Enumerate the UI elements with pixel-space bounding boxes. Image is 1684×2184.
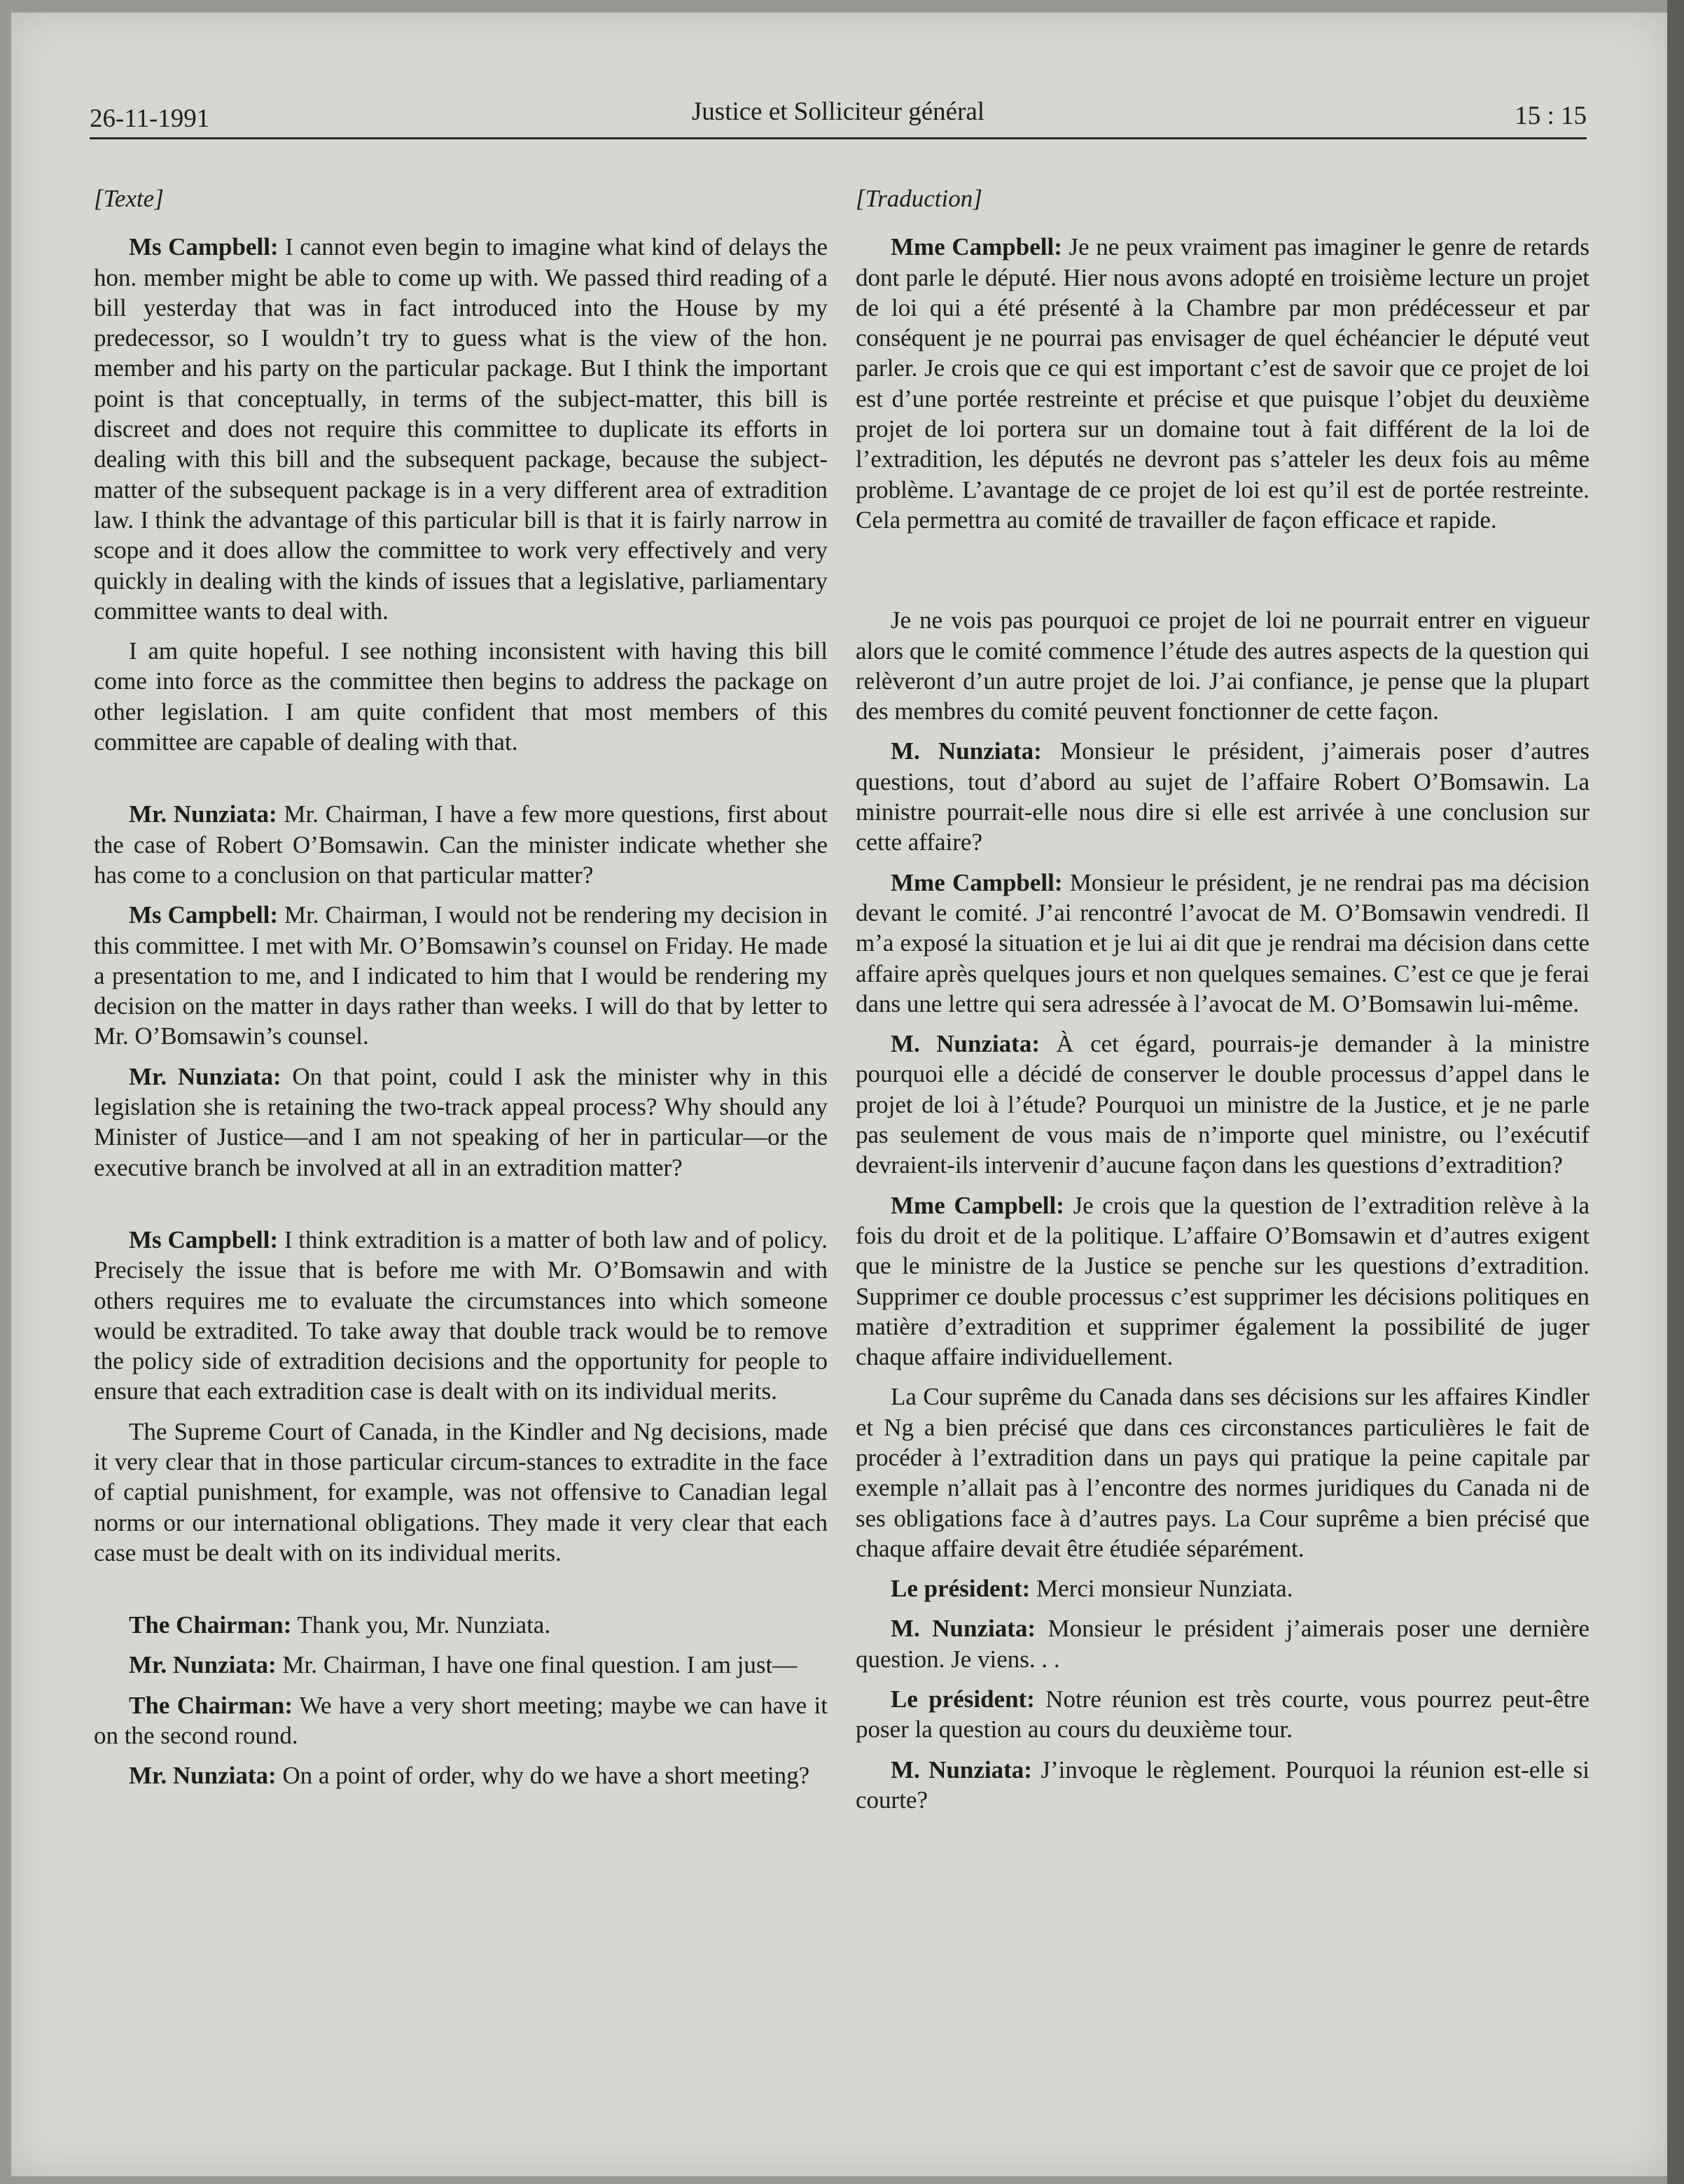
speech-text: Monsieur le président, j’aimerais poser d’autres questions, tout d’abord au sujet de l’affaire Robert O’Bomsawin. La ministre pourrait-elle nous dire si elle est arrivée à une conclusion sur cette affaire? xyxy=(856,737,1589,856)
paragraph xyxy=(94,1062,828,1183)
paragraph xyxy=(94,232,828,626)
paragraph: I am quite hopeful. I see nothing inconsistent with having this bill come into force as the committee then begins to address the package on other legislation. I am quite confident that most members of this committee are capable of dealing with that. xyxy=(94,637,828,756)
speaker-name: The Chairman: xyxy=(129,1611,292,1639)
paragraph xyxy=(94,1225,828,1407)
paragraph xyxy=(94,1760,828,1790)
paragraph xyxy=(94,799,828,890)
speech-text: On that point, could I ask the minister why in this legislation she is retaining the two-track appeal process? Why should any Minister of Justice—and I am not speaking of her in particular—or the executive branch be involved at all in an extradition matter? xyxy=(94,1062,828,1181)
speech-text: À cet égard, pourrais-je demander à la ministre pourquoi elle a décidé de conserver le double processus d’appel dans le projet de loi à l’étude? Pourquoi un ministre de la Justice, et je ne parle pas seulement de vous mais de n’importe quel ministre, ou l’exécutif devraient-ils intervenir d’aucune façon dans les questions d’extradition? xyxy=(856,1030,1589,1179)
speech-text: I cannot even begin to imagine what kind of delays the hon. member might be able to come up with. We passed third reading of a bill yesterday that was in fact introduced into the House by my predecessor, so I wouldn’t try to guess what is the view of the hon. member and his party on the particular package. But I think the important point is that conceptually, in terms of the subject-matter, this bill is discreet and does not require this committee to duplicate its efforts in dealing with this bill and the subsequent package, because the subject-matter of the subsequent package is in a very different area of extradition law. I think the advantage of this particular bill is that it is fairly narrow in scope and it does allow the committee to work very effectively and very quickly in dealing with the kinds of issues that a legislative, parliamentary committee wants to deal with. xyxy=(94,233,828,625)
french-column xyxy=(856,183,1589,1825)
speech-text: Mr. Chairman, I would not be rendering my decision in this committee. I met with Mr. O’Bomsawin’s counsel on Friday. He made a presentation to me, and I indicated to him that I would be rendering my decision on the matter in days rather than weeks. I will do that by letter to Mr. O’Bomsawin’s counsel. xyxy=(94,901,828,1050)
header-date: 26-11-1991 xyxy=(90,104,210,133)
paragraph: The Supreme Court of Canada, in the Kindler and Ng decisions, made it very clear that in those particular circum-stances to extradite in the face of captial punishment, for example, was not offensive to Canadian legal norms or our international obligations. They made it very clear that each case must be dealt with on its individual merits. xyxy=(94,1417,828,1566)
speaker-name: The Chairman: xyxy=(129,1691,293,1719)
speech-text: Thank you, Mr. Nunziata. xyxy=(291,1611,551,1639)
paragraph xyxy=(856,1190,1589,1372)
paragraph xyxy=(856,232,1589,535)
speaker-name: M. Nunziata: xyxy=(891,1030,1040,1058)
header-page-number: 15 : 15 xyxy=(1515,102,1587,130)
paragraph xyxy=(94,1610,828,1640)
speech-text: Mr. Chairman, I have a few more questions, first about the case of Robert O’Bomsawin. Can the minister indicate whether she has come to a conclusion on that particular matter? xyxy=(94,800,828,889)
speech-text: Monsieur le président, je ne rendrai pas ma décision devant le comité. J’ai rencontré l’avocat de M. O’Bomsawin vendredi. Il m’a exposé la situation et je lui ai dit que je rendrai ma décision dans cette affaire après quelques jours et non quelques semaines. C’est ce que je ferai dans une lettre qui sera adressée à l’avocat de M. O’Bomsawin lui-même. xyxy=(856,868,1589,1017)
speaker-name: M. Nunziata: xyxy=(891,1615,1036,1643)
speech-text: I think extradition is a matter of both law and of policy. Precisely the issue that is before me with Mr. O’Bomsawin and with others requires me to evaluate the circumstances into which someone would be extradited. To take away that double track would be to remove the policy side of extradition decisions and the opportunity for people to ensure that each extradition case is dealt with on its individual merits. xyxy=(94,1225,828,1405)
speech-text: Monsieur le président j’aimerais poser une dernière question. Je viens. . . xyxy=(856,1615,1590,1673)
paragraph xyxy=(856,1573,1589,1604)
paragraph xyxy=(856,1613,1589,1674)
paragraph xyxy=(856,1684,1589,1745)
speaker-name: Mr. Nunziata: xyxy=(129,1762,277,1790)
speech-text: Je ne peux vraiment pas imaginer le genre de retards dont parle le député. Hier nous avons adopté en troisième lecture un projet de loi qui a été présenté à la Chambre par mon prédécesseur et par conséquent je ne pourrai pas envisager de quel échéancier le député veut parler. Je crois que ce qui est important c’est de savoir que ce projet de loi est d’une portée restreinte et précise et que puisque l’objet du deuxième projet de loi portera sur un domaine tout à fait différent de la loi de l’extradition, les députés ne devront pas s’atteler les deux fois au même problème. L’avantage de ce projet de loi est qu’il est de portée restreinte. Cela permettra au comité de travailler de façon efficace et rapide. xyxy=(856,233,1589,534)
speaker-name: M. Nunziata: xyxy=(891,1755,1032,1783)
paragraph xyxy=(856,736,1589,857)
paragraph xyxy=(94,1650,828,1680)
speaker-name: Mr. Nunziata: xyxy=(129,1651,277,1679)
header-title: Justice et Solliciteur général xyxy=(691,97,985,126)
speech-text: Merci monsieur Nunziata. xyxy=(1030,1575,1293,1603)
paragraph: Je ne vois pas pourquoi ce projet de loi ne pourrait entrer en vigueur alors que le comité commence l’étude des autres aspects de la question qui relèveront d’un autre projet de loi. J’ai confiance, je pense que la plupart des membres du comité peuvent fonctionner de cette façon. xyxy=(856,606,1589,725)
english-column xyxy=(94,183,828,1801)
paragraph xyxy=(94,900,828,1051)
speech-text: Notre réunion est très courte, vous pourrez peut-être poser la question au cours du deuxième tour. xyxy=(856,1685,1589,1744)
paragraph xyxy=(856,1755,1589,1816)
speaker-name: Ms Campbell: xyxy=(129,901,279,929)
speech-text: On a point of order, why do we have a short meeting? xyxy=(276,1762,810,1790)
paragraph xyxy=(94,1690,828,1751)
speech-text: Je crois que la question de l’extradition relève à la fois du droit et de la politique. L’affaire O’Bomsawin et d’autres exigent que le ministre de la Justice se penche sur les questions d’extradition. Supprimer ce double processus c’est supprimer les décisions politiques en matière d’extradition et supprimer également la possibilité de juger chaque affaire individuellement. xyxy=(856,1191,1589,1371)
speech-text: We have a very short meeting; maybe we can have it on the second round. xyxy=(94,1691,828,1750)
paragraph xyxy=(856,1029,1589,1180)
paragraph: La Cour suprême du Canada dans ses décisions sur les affaires Kindler et Ng a bien précisé que dans ces circonstances particulières le fait de procéder à l’extradition dans un pays qui pratique la peine capitale par exemple n’allait pas à l’encontre des normes juridiques du Canada ni de ses obligations face à d’autres pays. La Cour suprême a bien précisé que chaque affaire devait être étudiée séparément. xyxy=(856,1383,1589,1562)
language-tag: [Texte] xyxy=(94,185,164,212)
speaker-name: Ms Campbell: xyxy=(129,1225,278,1253)
scan-edge xyxy=(1667,0,1684,2184)
speaker-name: Le président: xyxy=(891,1575,1031,1603)
speech-text: Mr. Chairman, I have one final question. I am just— xyxy=(276,1651,798,1679)
speaker-name: Mr. Nunziata: xyxy=(129,1062,281,1090)
speaker-name: Mr. Nunziata: xyxy=(129,800,277,828)
paragraph xyxy=(856,868,1589,1019)
speech-text: J’invoque le règlement. Pourquoi la réunion est-elle si courte? xyxy=(856,1755,1590,1814)
speaker-name: Mme Campbell: xyxy=(891,1191,1064,1219)
speaker-name: Ms Campbell: xyxy=(129,233,279,261)
speaker-name: Le président: xyxy=(891,1685,1035,1713)
running-header xyxy=(90,97,1587,139)
speaker-name: M. Nunziata: xyxy=(891,737,1042,765)
speaker-name: Mme Campbell: xyxy=(891,868,1063,896)
language-tag: [Traduction] xyxy=(856,185,982,212)
speaker-name: Mme Campbell: xyxy=(891,233,1062,261)
